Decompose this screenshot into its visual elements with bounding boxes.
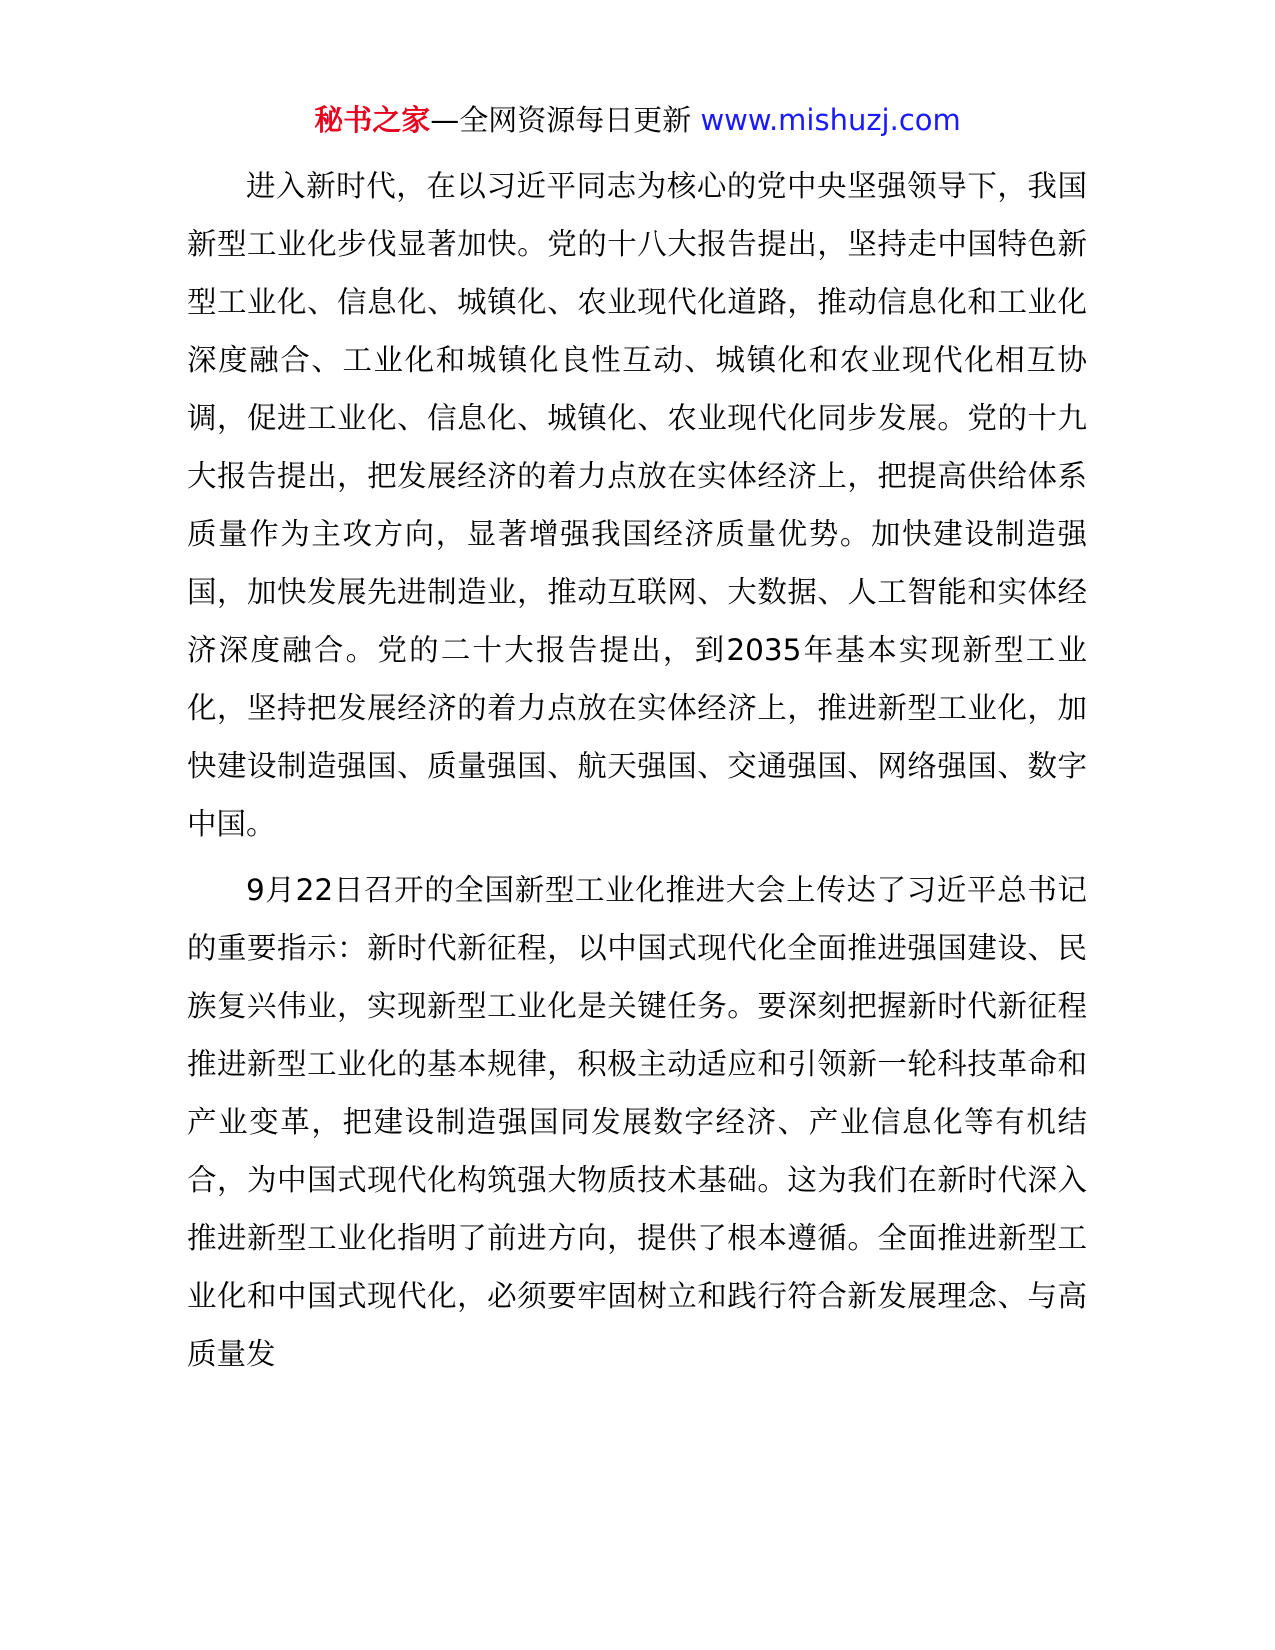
- site-url-link[interactable]: www.mishuzj.com: [700, 103, 961, 137]
- paragraph: 9月22日召开的全国新型工业化推进大会上传达了习近平总书记的重要指示：新时代新征程，以中国式现代化全面推进强国建设、民族复兴伟业，实现新型工业化是关键任务。要深刻把握新时代新征程推进新型工业化的基本规律，积极主动适应和引领新一轮科技革命和产业变革，把建设制造强国同发展数字经济、产业信息化等有机结合，为中国式现代化构筑强大物质技术基础。这为我们在新时代深入推进新型工业化指明了前进方向，提供了根本遵循。全面推进新型工业化和中国式现代化，必须要牢固树立和践行符合新发展理念、与高质量发: [187, 873, 1087, 1371]
- page-header: [0, 100, 1275, 140]
- article-body: [187, 157, 1087, 1383]
- header-slogan: —全网资源每日更新: [430, 103, 692, 137]
- brand-name: 秘书之家: [314, 103, 431, 137]
- paragraph: 进入新时代，在以习近平同志为核心的党中央坚强领导下，我国新型工业化步伐显著加快。党的十八大报告提出，坚持走中国特色新型工业化、信息化、城镇化、农业现代化道路，推动信息化和工业化深度融合、工业化和城镇化良性互动、城镇化和农业现代化相互协调，促进工业化、信息化、城镇化、农业现代化同步发展。党的十九大报告提出，把发展经济的着力点放在实体经济上，把提高供给体系质量作为主攻方向，显著增强我国经济质量优势。加快建设制造强国，加快发展先进制造业，推动互联网、大数据、人工智能和实体经济深度融合。党的二十大报告提出，到2035年基本实现新型工业化，坚持把发展经济的着力点放在实体经济上，推进新型工业化，加快建设制造强国、质量强国、航天强国、交通强国、网络强国、数字中国。: [187, 169, 1087, 841]
